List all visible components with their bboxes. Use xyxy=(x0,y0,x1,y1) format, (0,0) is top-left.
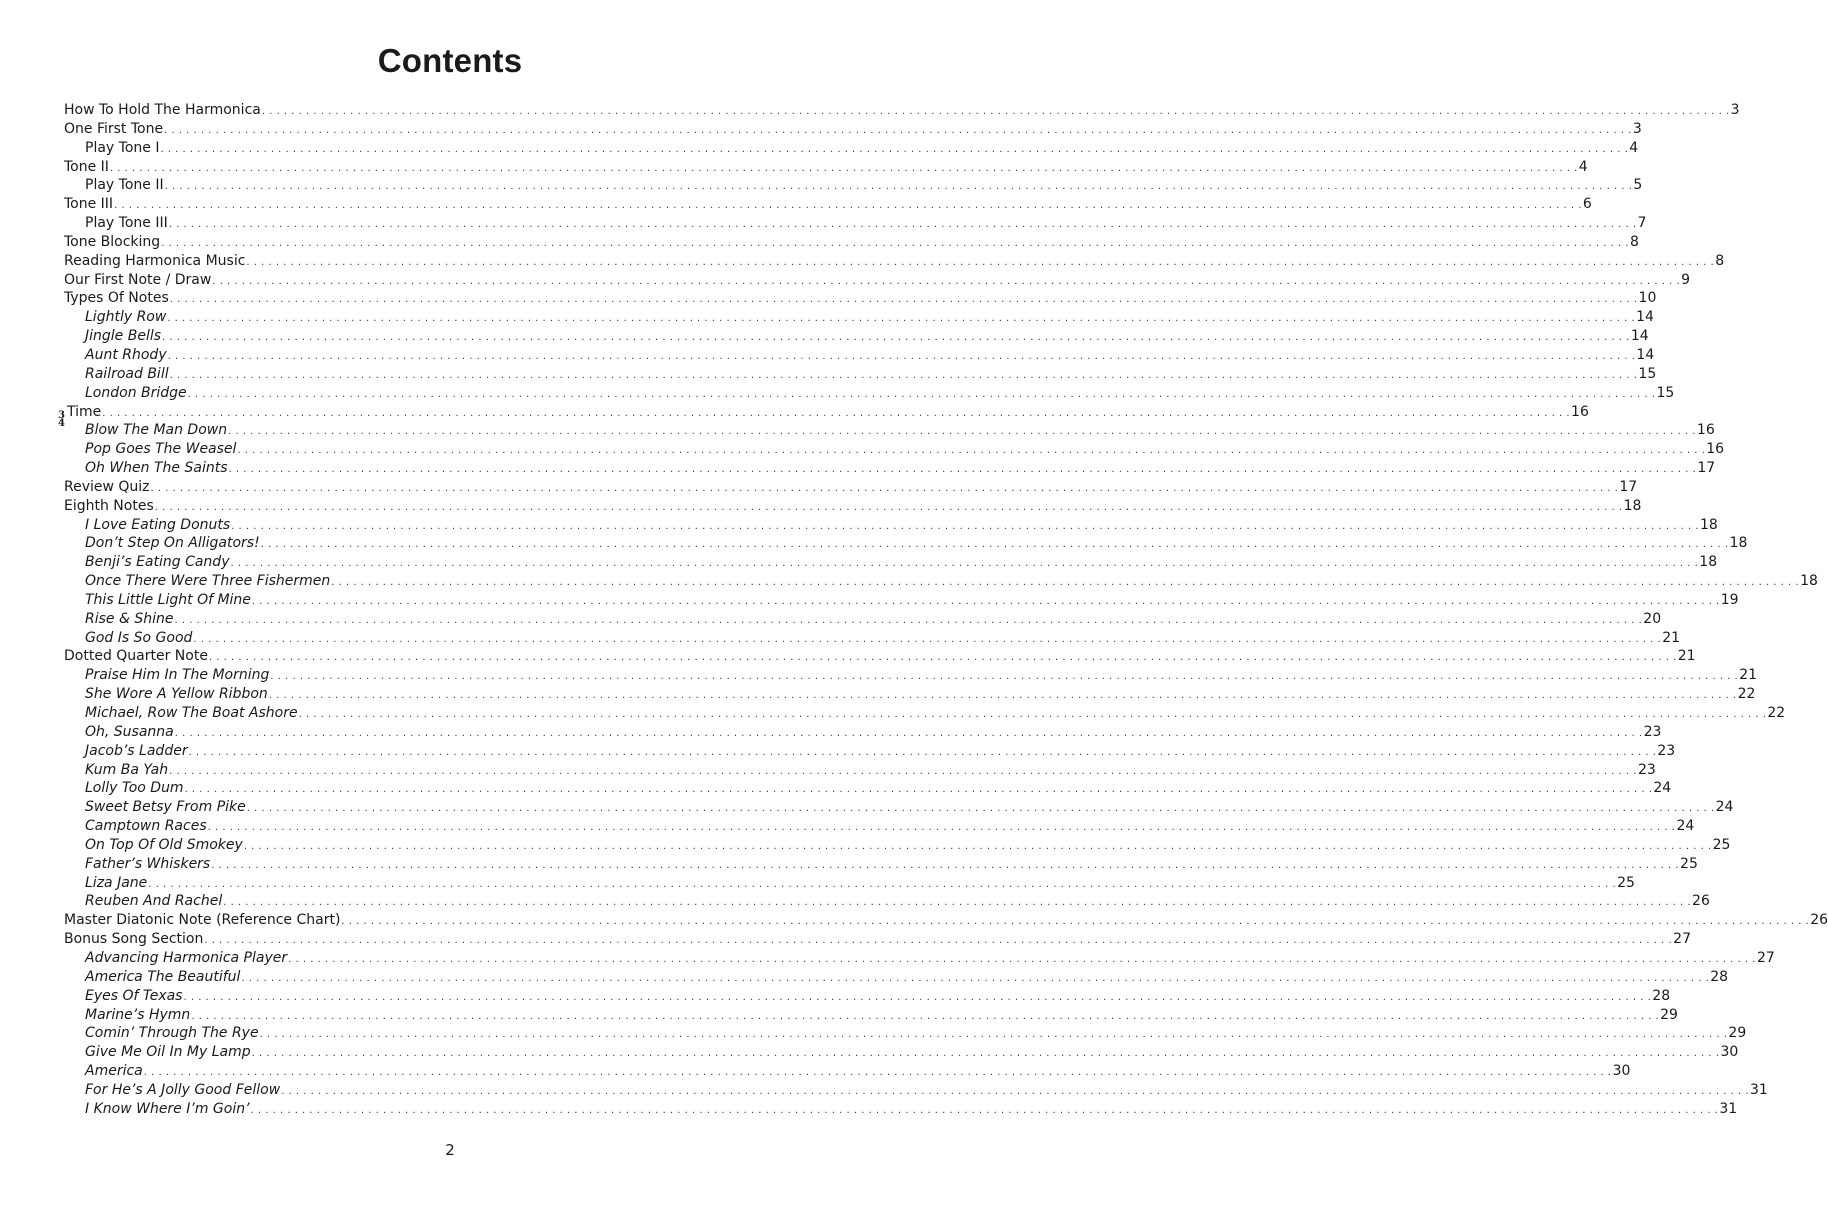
toc-entry-title: Rise & Shine xyxy=(85,610,174,627)
toc-entry-page: 25 xyxy=(1680,855,1698,872)
toc-entry-title: Bonus Song Section xyxy=(64,931,204,948)
dot-leader: . . . . . . . . . . . . . . . . . . . . . . . . . . . . . . . . . . . . . . . . . . . . . . . . . . . . . . . . . . . . . . . . . . . . . . . . . . . . . . . . . . . . . . . . . . . . . . . . . . . . . . . . . . . . . . . . . . . . . . . . . . . . . . . . . . . . . . . . . . . . . . . . . . . . . . . . . . . . . . . . . . . . . . . . . . . . . . . . . . . . . . . . . . . . . . . . . . . . . . . . xyxy=(168,219,1637,231)
toc-entry-title: Marine’s Hymn xyxy=(85,1006,191,1023)
toc-entry-title: Eighth Notes xyxy=(64,497,154,514)
toc-entry-title: Review Quiz xyxy=(64,478,150,495)
toc-entry-title: Don’t Step On Alligators! xyxy=(85,535,260,552)
toc-entry[interactable] xyxy=(64,516,1718,535)
toc-entry[interactable] xyxy=(64,534,1748,553)
toc-entry-title: Aunt Rhody xyxy=(85,346,167,363)
toc-entry-page: 16 xyxy=(1571,403,1589,420)
dot-leader: . . . . . . . . . . . . . . . . . . . . . . . . . . . . . . . . . . . . . . . . . . . . . . . . . . . . . . . . . . . . . . . . . . . . . . . . . . . . . . . . . . . . . . . . . . . . . . . . . . . . . . . . . . . . . . . . . . . . . . . . . . . . . . . . . . . . . . . . . . . . . . . . . . . . . . . . . . . . . . . . . . . . . . . . . . . . . . . . . . . . . . . . . . . . . . . . . . . . . . . . xyxy=(188,746,1657,758)
toc-entry[interactable] xyxy=(64,949,1775,968)
dot-leader: . . . . . . . . . . . . . . . . . . . . . . . . . . . . . . . . . . . . . . . . . . . . . . . . . . . . . . . . . . . . . . . . . . . . . . . . . . . . . . . . . . . . . . . . . . . . . . . . . . . . . . . . . . . . . . . . . . . . . . . . . . . . . . . . . . . . . . . . . . . . . . . . . . . . . . . . . . . . . . . . . . . . . . . . . . . . . . . . . . . . . . . . . . . . . . . . . . . . . . . . xyxy=(298,709,1767,720)
toc-entry-page: 14 xyxy=(1630,328,1649,345)
toc-entry-page: 8 xyxy=(1630,233,1639,250)
toc-entry-title: London Bridge xyxy=(85,384,187,401)
toc-entry-page: 18 xyxy=(1800,573,1818,590)
toc-entry[interactable] xyxy=(64,892,1710,911)
dot-leader: . . . . . . . . . . . . . . . . . . . . . . . . . . . . . . . . . . . . . . . . . . . . . . . . . . . . . . . . . . . . . . . . . . . . . . . . . . . . . . . . . . . . . . . . . . . . . . . . . . . . . . . . . . . . . . . . . . . . . . . . . . . . . . . . . . . . . . . . . . . . . . . . . . . . . . . . . . . . . . . . . . . . . . . . . . . . . . . . . . . . . . . . . . . . . . . . . . . . . . . . xyxy=(251,595,1720,607)
toc-entry-title: Jingle Bells xyxy=(85,328,162,345)
toc-entry[interactable] xyxy=(64,384,1675,403)
toc-entry-page: 8 xyxy=(1715,252,1725,269)
toc-entry[interactable] xyxy=(64,158,1588,177)
toc-entry[interactable] xyxy=(64,930,1691,949)
toc-entry-page: 21 xyxy=(1739,667,1758,684)
toc-entry-title: Pop Goes The Weasel xyxy=(85,441,237,458)
dot-leader: . . . . . . . . . . . . . . . . . . . . . . . . . . . . . . . . . . . . . . . . . . . . . . . . . . . . . . . . . . . . . . . . . . . . . . . . . . . . . . . . . . . . . . . . . . . . . . . . . . . . . . . . . . . . . . . . . . . . . . . . . . . . . . . . . . . . . . . . . . . . . . . . . . . . . . . . . . . . . . . . . . . . . . . . . . . . . . . . . . . . . . . . . . . . . . . . . . . . . . . . xyxy=(241,972,1710,984)
toc-entry-title: 3 4 Time xyxy=(58,403,102,429)
toc-entry[interactable] xyxy=(64,987,1671,1006)
dot-leader: . . . . . . . . . . . . . . . . . . . . . . . . . . . . . . . . . . . . . . . . . . . . . . . . . . . . . . . . . . . . . . . . . . . . . . . . . . . . . . . . . . . . . . . . . . . . . . . . . . . . . . . . . . . . . . . . . . . . . . . . . . . . . . . . . . . . . . . . . . . . . . . . . . . . . . . . . . . . . . . . . . . . . . . . . . . . . . . . . . . . . . . . . . . . . . . . . . . . . . . . xyxy=(212,275,1681,287)
toc-entry-page: 24 xyxy=(1653,780,1672,797)
toc-entry-title: Blow The Man Down xyxy=(85,422,228,439)
toc-entry-page: 22 xyxy=(1767,705,1786,721)
toc-entry[interactable] xyxy=(64,723,1662,742)
time-signature-icon: 3 4 xyxy=(58,409,65,429)
dot-leader: . . . . . . . . . . . . . . . . . . . . . . . . . . . . . . . . . . . . . . . . . . . . . . . . . . . . . . . . . . . . . . . . . . . . . . . . . . . . . . . . . . . . . . . . . . . . . . . . . . . . . . . . . . . . . . . . . . . . . . . . . . . . . . . . . . . . . . . . . . . . . . . . . . . . . . . . . . . . . . . . . . . . . . . . . . . . . . . . . . . . . . . . . . . . . . . . . . . . . . . . xyxy=(193,633,1662,645)
toc-entry[interactable] xyxy=(64,742,1676,761)
dot-leader: . . . . . . . . . . . . . . . . . . . . . . . . . . . . . . . . . . . . . . . . . . . . . . . . . . . . . . . . . . . . . . . . . . . . . . . . . . . . . . . . . . . . . . . . . . . . . . . . . . . . . . . . . . . . . . . . . . . . . . . . . . . . . . . . . . . . . . . . . . . . . . . . . . . . . . . . . . . . . . . . . . . . . . . . . . . . . . . . . . . . . . . . . . . . . . . . . . . . . . . . xyxy=(341,916,1810,928)
toc-entry[interactable] xyxy=(64,968,1729,987)
toc-entry-page: 5 xyxy=(1633,177,1643,194)
toc-entry-title: I Love Eating Donuts xyxy=(85,516,231,533)
dot-leader: . . . . . . . . . . . . . . . . . . . . . . . . . . . . . . . . . . . . . . . . . . . . . . . . . . . . . . . . . . . . . . . . . . . . . . . . . . . . . . . . . . . . . . . . . . . . . . . . . . . . . . . . . . . . . . . . . . . . . . . . . . . . . . . . . . . . . . . . . . . . . . . . . . . . . . . . . . . . . . . . . . . . . . . . . . . . . . . . . . . . . . . . . . . . . . . . . . . . . . . . xyxy=(237,445,1706,457)
toc-entry-title: For He’s A Jolly Good Fellow xyxy=(85,1081,281,1098)
dot-leader: . . . . . . . . . . . . . . . . . . . . . . . . . . . . . . . . . . . . . . . . . . . . . . . . . . . . . . . . . . . . . . . . . . . . . . . . . . . . . . . . . . . . . . . . . . . . . . . . . . . . . . . . . . . . . . . . . . . . . . . . . . . . . . . . . . . . . . . . . . . . . . . . . . . . . . . . . . . . . . . . . . . . . . . . . . . . . . . . . . . . . . . . . . . . . . . . . . . . . . . . xyxy=(246,803,1715,815)
dot-leader: . . . . . . . . . . . . . . . . . . . . . . . . . . . . . . . . . . . . . . . . . . . . . . . . . . . . . . . . . . . . . . . . . . . . . . . . . . . . . . . . . . . . . . . . . . . . . . . . . . . . . . . . . . . . . . . . . . . . . . . . . . . . . . . . . . . . . . . . . . . . . . . . . . . . . . . . . . . . . . . . . . . . . . . . . . . . . . . . . . . . . . . . . . . . . . . . . . . . . . . . xyxy=(167,350,1636,362)
toc-entry-page: 18 xyxy=(1623,497,1642,514)
table-of-contents xyxy=(58,101,1828,1119)
toc-entry-page: 4 xyxy=(1629,139,1639,156)
dot-leader: . . . . . . . . . . . . . . . . . . . . . . . . . . . . . . . . . . . . . . . . . . . . . . . . . . . . . . . . . . . . . . . . . . . . . . . . . . . . . . . . . . . . . . . . . . . . . . . . . . . . . . . . . . . . . . . . . . . . . . . . . . . . . . . . . . . . . . . . . . . . . . . . . . . . . . . . . . . . . . . . . . . . . . . . . . . . . . . . . . . . . . . . . . . . . . . . . . . . . . . . xyxy=(211,859,1680,871)
toc-entry[interactable] xyxy=(58,403,1589,429)
toc-entry[interactable] xyxy=(64,1100,1738,1119)
toc-entry-page: 25 xyxy=(1617,874,1635,891)
toc-entry-page: 28 xyxy=(1710,968,1729,985)
dot-leader: . . . . . . . . . . . . . . . . . . . . . . . . . . . . . . . . . . . . . . . . . . . . . . . . . . . . . . . . . . . . . . . . . . . . . . . . . . . . . . . . . . . . . . . . . . . . . . . . . . . . . . . . . . . . . . . . . . . . . . . . . . . . . . . . . . . . . . . . . . . . . . . . . . . . . . . . . . . . . . . . . . . . . . . . . . . . . . . . . . . . . . . . . . . . . . . . . . . . . . . . xyxy=(208,652,1677,664)
toc-entry[interactable] xyxy=(64,139,1639,158)
page-title: Contents xyxy=(377,42,523,79)
dot-leader: . . . . . . . . . . . . . . . . . . . . . . . . . . . . . . . . . . . . . . . . . . . . . . . . . . . . . . . . . . . . . . . . . . . . . . . . . . . . . . . . . . . . . . . . . . . . . . . . . . . . . . . . . . . . . . . . . . . . . . . . . . . . . . . . . . . . . . . . . . . . . . . . . . . . . . . . . . . . . . . . . . . . . . . . . . . . . . . . . . . . . . . . . . . . . . . . . . . . . . . . xyxy=(164,181,1633,193)
toc-entry-page: 16 xyxy=(1696,422,1715,439)
toc-entry[interactable] xyxy=(64,855,1698,874)
dot-leader: . . . . . . . . . . . . . . . . . . . . . . . . . . . . . . . . . . . . . . . . . . . . . . . . . . . . . . . . . . . . . . . . . . . . . . . . . . . . . . . . . . . . . . . . . . . . . . . . . . . . . . . . . . . . . . . . . . . . . . . . . . . . . . . . . . . . . . . . . . . . . . . . . . . . . . . . . . . . . . . . . . . . . . . . . . . . . . . . . . . . . . . . . . . . . . . . . . . . . . . . xyxy=(260,539,1729,551)
toc-entry-page: 3 xyxy=(1730,102,1740,118)
toc-entry[interactable] xyxy=(64,101,1740,120)
toc-entry[interactable] xyxy=(64,1043,1739,1062)
toc-entry-title: Benji’s Eating Candy xyxy=(85,554,230,571)
toc-entry-page: 26 xyxy=(1810,912,1828,929)
toc-entry[interactable] xyxy=(64,779,1672,798)
toc-entry-page: 23 xyxy=(1643,723,1662,740)
toc-entry-title: Play Tone I xyxy=(85,139,160,156)
toc-entry-page: 18 xyxy=(1699,554,1718,571)
toc-entry-title: Liza Jane xyxy=(85,874,148,891)
toc-entry-title: Comin’ Through The Rye xyxy=(85,1025,259,1042)
toc-entry-page: 24 xyxy=(1715,799,1734,816)
toc-entry-page: 15 xyxy=(1656,384,1675,401)
dot-leader: . . . . . . . . . . . . . . . . . . . . . . . . . . . . . . . . . . . . . . . . . . . . . . . . . . . . . . . . . . . . . . . . . . . . . . . . . . . . . . . . . . . . . . . . . . . . . . . . . . . . . . . . . . . . . . . . . . . . . . . . . . . . . . . . . . . . . . . . . . . . . . . . . . . . . . . . . . . . . . . . . . . . . . . . . . . . . . . . . . . . . . . . . . . . . . . . . . . . . . . . xyxy=(167,313,1636,325)
toc-entry-title: Father’s Whiskers xyxy=(85,855,211,872)
toc-entry[interactable] xyxy=(64,836,1731,855)
toc-entry[interactable] xyxy=(64,176,1643,195)
toc-entry[interactable] xyxy=(64,365,1657,384)
toc-entry-page: 6 xyxy=(1582,196,1592,213)
toc-entry-page: 30 xyxy=(1612,1063,1631,1080)
toc-entry-title: One First Tone xyxy=(64,120,164,137)
dot-leader: . . . . . . . . . . . . . . . . . . . . . . . . . . . . . . . . . . . . . . . . . . . . . . . . . . . . . . . . . . . . . . . . . . . . . . . . . . . . . . . . . . . . . . . . . . . . . . . . . . . . . . . . . . . . . . . . . . . . . . . . . . . . . . . . . . . . . . . . . . . . . . . . . . . . . . . . . . . . . . . . . . . . . . . . . . . . . . . . . . . . . . . . . . . . . . . . . . . . . . . . xyxy=(243,840,1712,852)
toc-entry-title: Advancing Harmonica Player xyxy=(85,949,288,966)
toc-entry[interactable] xyxy=(64,647,1696,666)
dot-leader: . . . . . . . . . . . . . . . . . . . . . . . . . . . . . . . . . . . . . . . . . . . . . . . . . . . . . . . . . . . . . . . . . . . . . . . . . . . . . . . . . . . . . . . . . . . . . . . . . . . . . . . . . . . . . . . . . . . . . . . . . . . . . . . . . . . . . . . . . . . . . . . . . . . . . . . . . . . . . . . . . . . . . . . . . . . . . . . . . . . . . . . . . . . . . . . . . . . . . . . . xyxy=(148,878,1617,890)
toc-entry[interactable] xyxy=(64,817,1695,836)
toc-entry-page: 31 xyxy=(1750,1081,1768,1098)
toc-entry-page: 14 xyxy=(1636,309,1654,326)
toc-entry-title: God Is So Good xyxy=(85,629,193,646)
toc-entry-title: Lolly Too Dum xyxy=(85,780,184,797)
dot-leader: . . . . . . . . . . . . . . . . . . . . . . . . . . . . . . . . . . . . . . . . . . . . . . . . . . . . . . . . . . . . . . . . . . . . . . . . . . . . . . . . . . . . . . . . . . . . . . . . . . . . . . . . . . . . . . . . . . . . . . . . . . . . . . . . . . . . . . . . . . . . . . . . . . . . . . . . . . . . . . . . . . . . . . . . . . . . . . . . . . . . . . . . . . . . . . . . . . . . . . . . xyxy=(174,727,1643,739)
toc-entry[interactable] xyxy=(64,346,1655,365)
toc-entry[interactable] xyxy=(64,666,1758,685)
toc-entry-title: Railroad Bill xyxy=(85,365,169,382)
toc-entry-page: 17 xyxy=(1697,460,1716,477)
toc-entry-page: 7 xyxy=(1637,215,1647,232)
toc-entry-title: Types Of Notes xyxy=(64,290,169,307)
dot-leader: . . . . . . . . . . . . . . . . . . . . . . . . . . . . . . . . . . . . . . . . . . . . . . . . . . . . . . . . . . . . . . . . . . . . . . . . . . . . . . . . . . . . . . . . . . . . . . . . . . . . . . . . . . . . . . . . . . . . . . . . . . . . . . . . . . . . . . . . . . . . . . . . . . . . . . . . . . . . . . . . . . . . . . . . . . . . . . . . . . . . . . . . . . . . . . . . . . . . . . . . xyxy=(169,369,1638,381)
toc-entry-page: 31 xyxy=(1719,1100,1738,1117)
dot-leader: . . . . . . . . . . . . . . . . . . . . . . . . . . . . . . . . . . . . . . . . . . . . . . . . . . . . . . . . . . . . . . . . . . . . . . . . . . . . . . . . . . . . . . . . . . . . . . . . . . . . . . . . . . . . . . . . . . . . . . . . . . . . . . . . . . . . . . . . . . . . . . . . . . . . . . . . . . . . . . . . . . . . . . . . . . . . . . . . . . . . . . . . . . . . . . . . . . . . . . . . xyxy=(281,1085,1749,1097)
toc-entry[interactable] xyxy=(64,798,1734,817)
dot-leader: . . . . . . . . . . . . . . . . . . . . . . . . . . . . . . . . . . . . . . . . . . . . . . . . . . . . . . . . . . . . . . . . . . . . . . . . . . . . . . . . . . . . . . . . . . . . . . . . . . . . . . . . . . . . . . . . . . . . . . . . . . . . . . . . . . . . . . . . . . . . . . . . . . . . . . . . . . . . . . . . . . . . . . . . . . . . . . . . . . . . . . . . . . . . . . . . . . . . . . . . xyxy=(204,935,1673,947)
toc-entry-title: Lightly Row xyxy=(85,309,167,326)
toc-entry-page: 24 xyxy=(1676,818,1695,835)
dot-leader: . . . . . . . . . . . . . . . . . . . . . . . . . . . . . . . . . . . . . . . . . . . . . . . . . . . . . . . . . . . . . . . . . . . . . . . . . . . . . . . . . . . . . . . . . . . . . . . . . . . . . . . . . . . . . . . . . . . . . . . . . . . . . . . . . . . . . . . . . . . . . . . . . . . . . . . . . . . . . . . . . . . . . . . . . . . . . . . . . . . . . . . . . . . . . . . . . . . . . . . . xyxy=(183,991,1652,1003)
toc-entry-title: Reading Harmonica Music xyxy=(64,252,246,269)
toc-entry-title: Eyes Of Texas xyxy=(85,987,183,1004)
toc-entry[interactable] xyxy=(64,761,1656,780)
dot-leader: . . . . . . . . . . . . . . . . . . . . . . . . . . . . . . . . . . . . . . . . . . . . . . . . . . . . . . . . . . . . . . . . . . . . . . . . . . . . . . . . . . . . . . . . . . . . . . . . . . . . . . . . . . . . . . . . . . . . . . . . . . . . . . . . . . . . . . . . . . . . . . . . . . . . . . . . . . . . . . . . . . . . . . . . . . . . . . . . . . . . . . . . . . . . . . . . . . . . . . . . xyxy=(160,143,1629,155)
toc-entry-page: 30 xyxy=(1720,1044,1739,1061)
toc-entry[interactable] xyxy=(64,195,1592,214)
toc-entry-title: Our First Note / Draw xyxy=(64,271,212,288)
toc-entry-title: Tone II xyxy=(64,158,109,175)
toc-entry[interactable] xyxy=(64,497,1642,516)
toc-entry[interactable] xyxy=(64,252,1725,271)
toc-entry-title: Play Tone II xyxy=(85,177,164,194)
toc-entry-title: Jacob’s Ladder xyxy=(85,742,188,759)
toc-entry-title: She Wore A Yellow Ribbon xyxy=(85,686,268,703)
toc-entry-title: Play Tone III xyxy=(85,215,168,232)
toc-entry-title: Once There Were Three Fishermen xyxy=(85,573,331,590)
toc-entry[interactable] xyxy=(64,308,1654,327)
dot-leader: . . . . . . . . . . . . . . . . . . . . . . . . . . . . . . . . . . . . . . . . . . . . . . . . . . . . . . . . . . . . . . . . . . . . . . . . . . . . . . . . . . . . . . . . . . . . . . . . . . . . . . . . . . . . . . . . . . . . . . . . . . . . . . . . . . . . . . . . . . . . . . . . . . . . . . . . . . . . . . . . . . . . . . . . . . . . . . . . . . . . . . . . . . . . . . . . . . . . . . . . xyxy=(228,464,1697,476)
toc-entry-page: 18 xyxy=(1729,535,1748,552)
toc-entry[interactable] xyxy=(64,629,1681,648)
dot-leader: . . . . . . . . . . . . . . . . . . . . . . . . . . . . . . . . . . . . . . . . . . . . . . . . . . . . . . . . . . . . . . . . . . . . . . . . . . . . . . . . . . . . . . . . . . . . . . . . . . . . . . . . . . . . . . . . . . . . . . . . . . . . . . . . . . . . . . . . . . . . . . . . . . . . . . . . . . . . . . . . . . . . . . . . . . . . . . . . . . . . . . . . . . . . . . . . . . . . . . . . xyxy=(187,388,1656,400)
toc-entry-title: On Top Of Old Smokey xyxy=(85,836,243,853)
toc-entry[interactable] xyxy=(64,271,1691,290)
dot-leader: . . . . . . . . . . . . . . . . . . . . . . . . . . . . . . . . . . . . . . . . . . . . . . . . . . . . . . . . . . . . . . . . . . . . . . . . . . . . . . . . . . . . . . . . . . . . . . . . . . . . . . . . . . . . . . . . . . . . . . . . . . . . . . . . . . . . . . . . . . . . . . . . . . . . . . . . . . . . . . . . . . . . . . . . . . . . . . . . . . . . . . . . . . . . . . . . . . . . . . . . xyxy=(268,690,1737,702)
dot-leader: . . . . . . . . . . . . . . . . . . . . . . . . . . . . . . . . . . . . . . . . . . . . . . . . . . . . . . . . . . . . . . . . . . . . . . . . . . . . . . . . . . . . . . . . . . . . . . . . . . . . . . . . . . . . . . . . . . . . . . . . . . . . . . . . . . . . . . . . . . . . . . . . . . . . . . . . . . . . . . . . . . . . . . . . . . . . . . . . . . . . . . . . . . . . . . . . . . . . . . . . xyxy=(207,822,1676,834)
dot-leader: . . . . . . . . . . . . . . . . . . . . . . . . . . . . . . . . . . . . . . . . . . . . . . . . . . . . . . . . . . . . . . . . . . . . . . . . . . . . . . . . . . . . . . . . . . . . . . . . . . . . . . . . . . . . . . . . . . . . . . . . . . . . . . . . . . . . . . . . . . . . . . . . . . . . . . . . . . . . . . . . . . . . . . . . . . . . . . . . . . . . . . . . . . . . . . . . . . . . . . . . xyxy=(174,614,1643,626)
dot-leader: . . . . . . . . . . . . . . . . . . . . . . . . . . . . . . . . . . . . . . . . . . . . . . . . . . . . . . . . . . . . . . . . . . . . . . . . . . . . . . . . . . . . . . . . . . . . . . . . . . . . . . . . . . . . . . . . . . . . . . . . . . . . . . . . . . . . . . . . . . . . . . . . . . . . . . . . . . . . . . . . . . . . . . . . . . . . . . . . . . . . . . . . . . . . . . . . . . . . . . . . xyxy=(164,124,1632,136)
dot-leader: . . . . . . . . . . . . . . . . . . . . . . . . . . . . . . . . . . . . . . . . . . . . . . . . . . . . . . . . . . . . . . . . . . . . . . . . . . . . . . . . . . . . . . . . . . . . . . . . . . . . . . . . . . . . . . . . . . . . . . . . . . . . . . . . . . . . . . . . . . . . . . . . . . . . . . . . . . . . . . . . . . . . . . . . . . . . . . . . . . . . . . . . . . . . . . . . . . . . . . . . xyxy=(259,1029,1728,1041)
dot-leader: . . . . . . . . . . . . . . . . . . . . . . . . . . . . . . . . . . . . . . . . . . . . . . . . . . . . . . . . . . . . . . . . . . . . . . . . . . . . . . . . . . . . . . . . . . . . . . . . . . . . . . . . . . . . . . . . . . . . . . . . . . . . . . . . . . . . . . . . . . . . . . . . . . . . . . . . . . . . . . . . . . . . . . . . . . . . . . . . . . . . . . . . . . . . . . . . . . . . . . . . xyxy=(184,784,1653,796)
toc-entry-title: Michael, Row The Boat Ashore xyxy=(85,705,298,721)
toc-entry-page: 23 xyxy=(1657,742,1676,759)
dot-leader: . . . . . . . . . . . . . . . . . . . . . . . . . . . . . . . . . . . . . . . . . . . . . . . . . . . . . . . . . . . . . . . . . . . . . . . . . . . . . . . . . . . . . . . . . . . . . . . . . . . . . . . . . . . . . . . . . . . . . . . . . . . . . . . . . . . . . . . . . . . . . . . . . . . . . . . . . . . . . . . . . . . . . . . . . . . . . . . . . . . . . . . . . . . . . . . . . . . . . . . . xyxy=(102,407,1571,419)
dot-leader: . . . . . . . . . . . . . . . . . . . . . . . . . . . . . . . . . . . . . . . . . . . . . . . . . . . . . . . . . . . . . . . . . . . . . . . . . . . . . . . . . . . . . . . . . . . . . . . . . . . . . . . . . . . . . . . . . . . . . . . . . . . . . . . . . . . . . . . . . . . . . . . . . . . . . . . . . . . . . . . . . . . . . . . . . . . . . . . . . . . . . . . . . . . . . . . . . . . . . . . . xyxy=(246,256,1715,268)
dot-leader: . . . . . . . . . . . . . . . . . . . . . . . . . . . . . . . . . . . . . . . . . . . . . . . . . . . . . . . . . . . . . . . . . . . . . . . . . . . . . . . . . . . . . . . . . . . . . . . . . . . . . . . . . . . . . . . . . . . . . . . . . . . . . . . . . . . . . . . . . . . . . . . . . . . . . . . . . . . . . . . . . . . . . . . . . . . . . . . . . . . . . . . . . . . . . . . . . . . . . . . . xyxy=(191,1010,1660,1022)
dot-leader: . . . . . . . . . . . . . . . . . . . . . . . . . . . . . . . . . . . . . . . . . . . . . . . . . . . . . . . . . . . . . . . . . . . . . . . . . . . . . . . . . . . . . . . . . . . . . . . . . . . . . . . . . . . . . . . . . . . . . . . . . . . . . . . . . . . . . . . . . . . . . . . . . . . . . . . . . . . . . . . . . . . . . . . . . . . . . . . . . . . . . . . . . . . . . . . . . . . . . . . . xyxy=(228,426,1696,438)
toc-entry-page: 23 xyxy=(1637,761,1656,778)
toc-entry-page: 18 xyxy=(1700,516,1718,533)
dot-leader: . . . . . . . . . . . . . . . . . . . . . . . . . . . . . . . . . . . . . . . . . . . . . . . . . . . . . . . . . . . . . . . . . . . . . . . . . . . . . . . . . . . . . . . . . . . . . . . . . . . . . . . . . . . . . . . . . . . . . . . . . . . . . . . . . . . . . . . . . . . . . . . . . . . . . . . . . . . . . . . . . . . . . . . . . . . . . . . . . . . . . . . . . . . . . . . . . . . . . . . . xyxy=(162,332,1630,344)
toc-entry[interactable] xyxy=(64,685,1756,704)
toc-entry[interactable] xyxy=(64,478,1638,497)
dot-leader: . . . . . . . . . . . . . . . . . . . . . . . . . . . . . . . . . . . . . . . . . . . . . . . . . . . . . . . . . . . . . . . . . . . . . . . . . . . . . . . . . . . . . . . . . . . . . . . . . . . . . . . . . . . . . . . . . . . . . . . . . . . . . . . . . . . . . . . . . . . . . . . . . . . . . . . . . . . . . . . . . . . . . . . . . . . . . . . . . . . . . . . . . . . . . . . . . . . . . . . . xyxy=(288,953,1756,965)
dot-leader: . . . . . . . . . . . . . . . . . . . . . . . . . . . . . . . . . . . . . . . . . . . . . . . . . . . . . . . . . . . . . . . . . . . . . . . . . . . . . . . . . . . . . . . . . . . . . . . . . . . . . . . . . . . . . . . . . . . . . . . . . . . . . . . . . . . . . . . . . . . . . . . . . . . . . . . . . . . . . . . . . . . . . . . . . . . . . . . . . . . . . . . . . . . . . . . . . . . . . . . . xyxy=(143,1067,1612,1079)
toc-entry[interactable] xyxy=(64,1024,1747,1043)
toc-entry-page: 21 xyxy=(1677,648,1696,665)
dot-leader: . . . . . . . . . . . . . . . . . . . . . . . . . . . . . . . . . . . . . . . . . . . . . . . . . . . . . . . . . . . . . . . . . . . . . . . . . . . . . . . . . . . . . . . . . . . . . . . . . . . . . . . . . . . . . . . . . . . . . . . . . . . . . . . . . . . . . . . . . . . . . . . . . . . . . . . . . . . . . . . . . . . . . . . . . . . . . . . . . . . . . . . . . . . . . . . . . . . . . . . . xyxy=(150,482,1619,494)
toc-entry-page: 20 xyxy=(1643,610,1662,627)
toc-entry-title: Kum Ba Yah xyxy=(85,761,169,778)
toc-entry[interactable] xyxy=(64,591,1739,610)
dot-leader: . . . . . . . . . . . . . . . . . . . . . . . . . . . . . . . . . . . . . . . . . . . . . . . . . . . . . . . . . . . . . . . . . . . . . . . . . . . . . . . . . . . . . . . . . . . . . . . . . . . . . . . . . . . . . . . . . . . . . . . . . . . . . . . . . . . . . . . . . . . . . . . . . . . . . . . . . . . . . . . . . . . . . . . . . . . . . . . . . . . . . . . . . . . . . . . . . . . . . . . . xyxy=(231,520,1699,532)
dot-leader: . . . . . . . . . . . . . . . . . . . . . . . . . . . . . . . . . . . . . . . . . . . . . . . . . . . . . . . . . . . . . . . . . . . . . . . . . . . . . . . . . . . . . . . . . . . . . . . . . . . . . . . . . . . . . . . . . . . . . . . . . . . . . . . . . . . . . . . . . . . . . . . . . . . . . . . . . . . . . . . . . . . . . . . . . . . . . . . . . . . . . . . . . . . . . . . . . . . . . . . . xyxy=(250,1104,1719,1116)
dot-leader: . . . . . . . . . . . . . . . . . . . . . . . . . . . . . . . . . . . . . . . . . . . . . . . . . . . . . . . . . . . . . . . . . . . . . . . . . . . . . . . . . . . . . . . . . . . . . . . . . . . . . . . . . . . . . . . . . . . . . . . . . . . . . . . . . . . . . . . . . . . . . . . . . . . . . . . . . . . . . . . . . . . . . . . . . . . . . . . . . . . . . . . . . . . . . . . . . . . . . . . . xyxy=(230,558,1699,570)
toc-entry-title: Oh When The Saints xyxy=(85,460,228,477)
toc-entry[interactable] xyxy=(64,874,1635,893)
toc-entry[interactable] xyxy=(64,553,1718,572)
toc-entry-title: Oh, Susanna xyxy=(85,723,174,740)
toc-entry[interactable] xyxy=(64,440,1725,459)
toc-entry-page: 27 xyxy=(1673,931,1691,948)
toc-entry-title: Dotted Quarter Note xyxy=(64,648,208,665)
toc-entry-page: 29 xyxy=(1660,1006,1678,1023)
dot-leader: . . . . . . . . . . . . . . . . . . . . . . . . . . . . . . . . . . . . . . . . . . . . . . . . . . . . . . . . . . . . . . . . . . . . . . . . . . . . . . . . . . . . . . . . . . . . . . . . . . . . . . . . . . . . . . . . . . . . . . . . . . . . . . . . . . . . . . . . . . . . . . . . . . . . . . . . . . . . . . . . . . . . . . . . . . . . . . . . . . . . . . . . . . . . . . . . . . . . . . . . xyxy=(331,577,1800,589)
toc-entry-page: 4 xyxy=(1578,158,1588,175)
toc-entry-title: America xyxy=(85,1063,143,1080)
dot-leader: . . . . . . . . . . . . . . . . . . . . . . . . . . . . . . . . . . . . . . . . . . . . . . . . . . . . . . . . . . . . . . . . . . . . . . . . . . . . . . . . . . . . . . . . . . . . . . . . . . . . . . . . . . . . . . . . . . . . . . . . . . . . . . . . . . . . . . . . . . . . . . . . . . . . . . . . . . . . . . . . . . . . . . . . . . . . . . . . . . . . . . . . . . . . . . . . . . . . . . . . xyxy=(109,162,1578,174)
toc-entry[interactable] xyxy=(64,704,1786,723)
toc-entry-title: Camptown Races xyxy=(85,818,207,835)
toc-entry[interactable] xyxy=(64,233,1639,252)
toc-entry[interactable] xyxy=(64,572,1818,591)
dot-leader: . . . . . . . . . . . . . . . . . . . . . . . . . . . . . . . . . . . . . . . . . . . . . . . . . . . . . . . . . . . . . . . . . . . . . . . . . . . . . . . . . . . . . . . . . . . . . . . . . . . . . . . . . . . . . . . . . . . . . . . . . . . . . . . . . . . . . . . . . . . . . . . . . . . . . . . . . . . . . . . . . . . . . . . . . . . . . . . . . . . . . . . . . . . . . . . . . . . . . . . . xyxy=(223,897,1692,909)
toc-entry[interactable] xyxy=(64,459,1716,478)
toc-entry-page: 27 xyxy=(1756,949,1775,966)
toc-entry[interactable] xyxy=(64,1062,1631,1081)
toc-entry-page: 19 xyxy=(1720,591,1739,608)
dot-leader: . . . . . . . . . . . . . . . . . . . . . . . . . . . . . . . . . . . . . . . . . . . . . . . . . . . . . . . . . . . . . . . . . . . . . . . . . . . . . . . . . . . . . . . . . . . . . . . . . . . . . . . . . . . . . . . . . . . . . . . . . . . . . . . . . . . . . . . . . . . . . . . . . . . . . . . . . . . . . . . . . . . . . . . . . . . . . . . . . . . . . . . . . . . . . . . . . . . . . . . . xyxy=(169,294,1638,306)
toc-entry-page: 29 xyxy=(1728,1025,1747,1042)
toc-entry-page: 26 xyxy=(1692,893,1710,910)
dot-leader: . . . . . . . . . . . . . . . . . . . . . . . . . . . . . . . . . . . . . . . . . . . . . . . . . . . . . . . . . . . . . . . . . . . . . . . . . . . . . . . . . . . . . . . . . . . . . . . . . . . . . . . . . . . . . . . . . . . . . . . . . . . . . . . . . . . . . . . . . . . . . . . . . . . . . . . . . . . . . . . . . . . . . . . . . . . . . . . . . . . . . . . . . . . . . . . . . . . . . . . . xyxy=(114,200,1582,212)
dot-leader: . . . . . . . . . . . . . . . . . . . . . . . . . . . . . . . . . . . . . . . . . . . . . . . . . . . . . . . . . . . . . . . . . . . . . . . . . . . . . . . . . . . . . . . . . . . . . . . . . . . . . . . . . . . . . . . . . . . . . . . . . . . . . . . . . . . . . . . . . . . . . . . . . . . . . . . . . . . . . . . . . . . . . . . . . . . . . . . . . . . . . . . . . . . . . . . . . . . . . . . . xyxy=(270,671,1739,683)
toc-entry-title: Master Diatonic Note (Reference Chart) xyxy=(64,912,341,929)
toc-entry[interactable] xyxy=(64,911,1828,930)
toc-entry[interactable] xyxy=(64,610,1662,629)
dot-leader: . . . . . . . . . . . . . . . . . . . . . . . . . . . . . . . . . . . . . . . . . . . . . . . . . . . . . . . . . . . . . . . . . . . . . . . . . . . . . . . . . . . . . . . . . . . . . . . . . . . . . . . . . . . . . . . . . . . . . . . . . . . . . . . . . . . . . . . . . . . . . . . . . . . . . . . . . . . . . . . . . . . . . . . . . . . . . . . . . . . . . . . . . . . . . . . . . . . . . . . . xyxy=(169,765,1637,777)
toc-entry-title: Reuben And Rachel xyxy=(85,893,223,910)
toc-entry-page: 3 xyxy=(1632,120,1642,137)
toc-entry-title: How To Hold The Harmonica xyxy=(64,102,261,118)
dot-leader: . . . . . . . . . . . . . . . . . . . . . . . . . . . . . . . . . . . . . . . . . . . . . . . . . . . . . . . . . . . . . . . . . . . . . . . . . . . . . . . . . . . . . . . . . . . . . . . . . . . . . . . . . . . . . . . . . . . . . . . . . . . . . . . . . . . . . . . . . . . . . . . . . . . . . . . . . . . . . . . . . . . . . . . . . . . . . . . . . . . . . . . . . . . . . . . . . . . . . . . . xyxy=(154,501,1623,513)
toc-entry-page: 14 xyxy=(1636,346,1655,363)
toc-entry-page: 25 xyxy=(1712,836,1731,853)
toc-entry-page: 15 xyxy=(1638,365,1657,382)
toc-entry-title: I Know Where I’m Goin’ xyxy=(85,1100,250,1117)
toc-entry-title: Tone Blocking xyxy=(64,233,161,250)
toc-entry-title: This Little Light Of Mine xyxy=(85,591,251,608)
toc-entry-title: Give Me Oil In My Lamp xyxy=(85,1044,251,1061)
toc-entry-page: 17 xyxy=(1619,478,1638,495)
toc-entry[interactable] xyxy=(64,1081,1768,1100)
dot-leader: . . . . . . . . . . . . . . . . . . . . . . . . . . . . . . . . . . . . . . . . . . . . . . . . . . . . . . . . . . . . . . . . . . . . . . . . . . . . . . . . . . . . . . . . . . . . . . . . . . . . . . . . . . . . . . . . . . . . . . . . . . . . . . . . . . . . . . . . . . . . . . . . . . . . . . . . . . . . . . . . . . . . . . . . . . . . . . . . . . . . . . . . . . . . . . . . . . . . . . . . xyxy=(261,106,1730,117)
toc-entry[interactable] xyxy=(64,120,1642,139)
toc-entry-title: Tone III xyxy=(64,196,114,213)
toc-entry[interactable] xyxy=(64,421,1715,440)
toc-entry[interactable] xyxy=(64,289,1657,308)
toc-entry-page: 21 xyxy=(1662,629,1681,646)
toc-entry[interactable] xyxy=(64,327,1649,346)
toc-entry-page: 9 xyxy=(1681,271,1691,288)
toc-entry-title: Praise Him In The Morning xyxy=(85,667,270,684)
toc-entry-page: 28 xyxy=(1652,987,1671,1004)
toc-entry-page: 10 xyxy=(1638,290,1657,307)
toc-entry-title: America The Beautiful xyxy=(85,968,241,985)
dot-leader: . . . . . . . . . . . . . . . . . . . . . . . . . . . . . . . . . . . . . . . . . . . . . . . . . . . . . . . . . . . . . . . . . . . . . . . . . . . . . . . . . . . . . . . . . . . . . . . . . . . . . . . . . . . . . . . . . . . . . . . . . . . . . . . . . . . . . . . . . . . . . . . . . . . . . . . . . . . . . . . . . . . . . . . . . . . . . . . . . . . . . . . . . . . . . . . . . . . . . . . . xyxy=(251,1048,1720,1060)
dot-leader: . . . . . . . . . . . . . . . . . . . . . . . . . . . . . . . . . . . . . . . . . . . . . . . . . . . . . . . . . . . . . . . . . . . . . . . . . . . . . . . . . . . . . . . . . . . . . . . . . . . . . . . . . . . . . . . . . . . . . . . . . . . . . . . . . . . . . . . . . . . . . . . . . . . . . . . . . . . . . . . . . . . . . . . . . . . . . . . . . . . . . . . . . . . . . . . . . . . . . . . . xyxy=(161,237,1630,249)
toc-entry-title: Sweet Betsy From Pike xyxy=(85,799,246,816)
toc-entry[interactable] xyxy=(64,1006,1678,1025)
toc-entry-page: 22 xyxy=(1737,686,1756,703)
toc-entry-page: 16 xyxy=(1706,441,1725,458)
toc-entry[interactable] xyxy=(64,214,1647,233)
page-number: 2 xyxy=(445,1141,455,1159)
